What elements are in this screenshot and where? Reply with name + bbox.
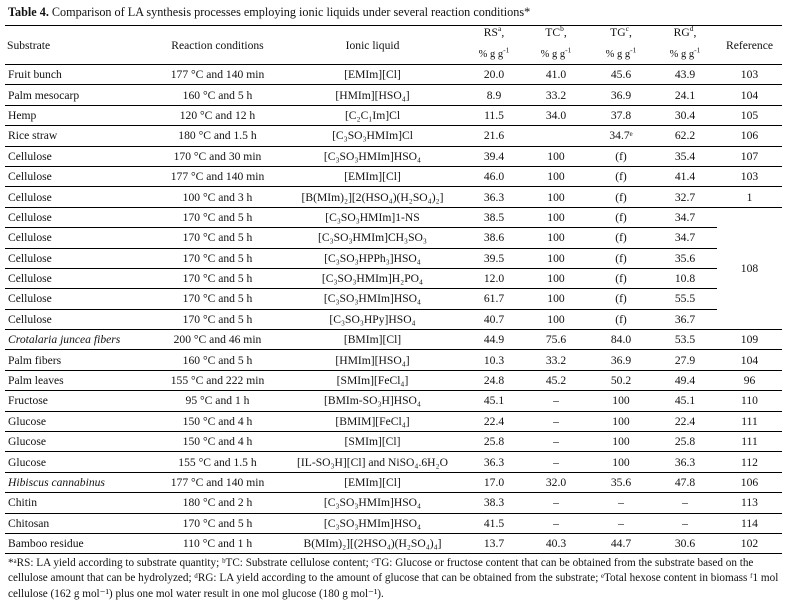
table-caption <box>8 5 780 20</box>
table-row <box>5 330 782 350</box>
cell-rs: 8.9 <box>465 85 523 105</box>
cell-tc: 100 <box>523 289 589 309</box>
cell-ionic-liquid: [C₃SO₃HMIm]H₂PO₄ <box>280 268 465 288</box>
cell-conditions: 150 °C and 4 h <box>155 411 280 431</box>
cell-tg: (f) <box>589 146 653 166</box>
cell-rg: 27.9 <box>653 350 717 370</box>
cell-rg: 35.4 <box>653 146 717 166</box>
cell-rg: – <box>653 493 717 513</box>
cell-reference: 111 <box>717 411 782 431</box>
cell-rg: 47.8 <box>653 472 717 492</box>
cell-ionic-liquid: [SMIm][Cl] <box>280 432 465 452</box>
cell-rs: 21.6 <box>465 126 523 146</box>
cell-ionic-liquid: [C₂C₁Im]Cl <box>280 105 465 125</box>
cell-substrate: Cellulose <box>5 248 155 268</box>
header-row <box>5 26 782 50</box>
cell-conditions: 170 °C and 5 h <box>155 513 280 533</box>
header-tc-unit: % g $g^{-1}$ <box>540 45 572 60</box>
cell-tc: 100 <box>523 268 589 288</box>
cell-rs: 17.0 <box>465 472 523 492</box>
table-footnote: *ᵃRS: LA yield according to substrate quantity; ᵇTC: Substrate cellulose content; ᶜTG: Glucose or fructose content that can be obtained from the substrate based on the cellulose amount that can be hydrolyzed; ᵈRG: LA yield according to the amount of glucose that can be obtained from the substrate; ᵉTotal hexose content in biomass ᶠ1 mol cellulose (162 g mol⁻¹) plus one mol water result in one mol glucose (180 g mol⁻¹). <box>8 557 779 600</box>
table-row <box>5 472 782 492</box>
cell-rs: 40.7 <box>465 309 523 329</box>
cell-reference: 1 <box>717 187 782 207</box>
header-tc: $TC^b$, <box>545 24 567 39</box>
cell-rs: 36.3 <box>465 452 523 472</box>
cell-rs: 13.7 <box>465 533 523 553</box>
cell-rg: 53.5 <box>653 330 717 350</box>
cell-tg: 45.6 <box>589 65 653 85</box>
cell-substrate: Glucose <box>5 432 155 452</box>
table-caption-text: Comparison of LA synthesis processes employing ionic liquids under several reaction conditions* <box>48 5 531 19</box>
cell-conditions: 170 °C and 5 h <box>155 309 280 329</box>
cell-tg: (f) <box>589 309 653 329</box>
table-row <box>5 432 782 452</box>
cell-substrate: Hibiscus cannabinus <box>5 472 155 492</box>
cell-ionic-liquid: [EMIm][Cl] <box>280 65 465 85</box>
cell-tg: 100 <box>589 411 653 431</box>
cell-reference: 113 <box>717 493 782 513</box>
cell-tg: 100 <box>589 452 653 472</box>
cell-tg: 100 <box>589 432 653 452</box>
cell-ionic-liquid: [C₃SO₃HMIm]Cl <box>280 126 465 146</box>
cell-ionic-liquid: [C₃SO₃HMIm]HSO₄ <box>280 289 465 309</box>
cell-reference: 112 <box>717 452 782 472</box>
cell-conditions: 180 °C and 1.5 h <box>155 126 280 146</box>
cell-substrate: Cellulose <box>5 309 155 329</box>
header-rg-unit: % g $g^{-1}$ <box>669 45 701 60</box>
cell-rg: 30.6 <box>653 533 717 553</box>
cell-reference: 107 <box>717 146 782 166</box>
cell-rs: 39.5 <box>465 248 523 268</box>
cell-ionic-liquid: [IL-SO₃H][Cl] and NiSO₄.6H₂O <box>280 452 465 472</box>
cell-tc: – <box>523 411 589 431</box>
cell-reference: 104 <box>717 350 782 370</box>
cell-reference: 106 <box>717 472 782 492</box>
cell-rs: 12.0 <box>465 268 523 288</box>
table-row <box>5 411 782 431</box>
cell-conditions: 200 °C and 46 min <box>155 330 280 350</box>
cell-tg: 34.7ᵉ <box>589 126 653 146</box>
header-substrate: Substrate <box>7 38 51 52</box>
cell-tg: 36.9 <box>589 85 653 105</box>
cell-substrate: Glucose <box>5 411 155 431</box>
table-row <box>5 105 782 125</box>
cell-conditions: 170 °C and 30 min <box>155 146 280 166</box>
cell-conditions: 160 °C and 5 h <box>155 85 280 105</box>
table-row <box>5 65 782 85</box>
cell-rs: 22.4 <box>465 411 523 431</box>
cell-rs: 46.0 <box>465 166 523 186</box>
cell-ionic-liquid: [C₃SO₃HPPh₃]HSO₄ <box>280 248 465 268</box>
cell-rg: 45.1 <box>653 391 717 411</box>
cell-conditions: 177 °C and 140 min <box>155 472 280 492</box>
cell-substrate: Fructose <box>5 391 155 411</box>
cell-substrate: Cellulose <box>5 166 155 186</box>
la-synthesis-table <box>5 25 782 554</box>
cell-tc: 41.0 <box>523 65 589 85</box>
cell-tg: – <box>589 513 653 533</box>
table-row <box>5 533 782 553</box>
cell-conditions: 177 °C and 140 min <box>155 65 280 85</box>
cell-substrate: Crotalaria juncea fibers <box>5 330 155 350</box>
cell-rg: 22.4 <box>653 411 717 431</box>
cell-reference: 109 <box>717 330 782 350</box>
cell-tg: 100 <box>589 391 653 411</box>
cell-tc: 75.6 <box>523 330 589 350</box>
cell-rg: 36.7 <box>653 309 717 329</box>
cell-reference: 106 <box>717 126 782 146</box>
cell-ionic-liquid: [EMIm][Cl] <box>280 472 465 492</box>
cell-substrate: Cellulose <box>5 228 155 248</box>
header-rs-unit: % g $g^{-1}$ <box>478 45 510 60</box>
table-body <box>5 65 782 554</box>
cell-tc: 100 <box>523 187 589 207</box>
header-reference: Reference <box>726 38 773 52</box>
cell-rs: 11.5 <box>465 105 523 125</box>
cell-conditions: 170 °C and 5 h <box>155 207 280 227</box>
cell-tg: (f) <box>589 248 653 268</box>
cell-rg: 55.5 <box>653 289 717 309</box>
cell-rs: 38.6 <box>465 228 523 248</box>
cell-tc: – <box>523 452 589 472</box>
cell-reference: 105 <box>717 105 782 125</box>
cell-conditions: 177 °C and 140 min <box>155 166 280 186</box>
cell-tc: 40.3 <box>523 533 589 553</box>
cell-conditions: 155 °C and 1.5 h <box>155 452 280 472</box>
cell-conditions: 155 °C and 222 min <box>155 370 280 390</box>
cell-substrate: Palm leaves <box>5 370 155 390</box>
table-row <box>5 391 782 411</box>
table-row <box>5 493 782 513</box>
table-row <box>5 370 782 390</box>
cell-substrate: Palm fibers <box>5 350 155 370</box>
cell-ionic-liquid: [HMIm][HSO₄] <box>280 350 465 370</box>
header-ionic-liquid: Ionic liquid <box>345 38 400 52</box>
cell-rs: 41.5 <box>465 513 523 533</box>
cell-tc: 100 <box>523 228 589 248</box>
cell-ionic-liquid: [B(MIm)₂][2(HSO₄)(H₂SO₄)₂] <box>280 187 465 207</box>
cell-rs: 25.8 <box>465 432 523 452</box>
cell-tg: 36.9 <box>589 350 653 370</box>
cell-tg: (f) <box>589 187 653 207</box>
cell-substrate: Hemp <box>5 105 155 125</box>
cell-tc: 34.0 <box>523 105 589 125</box>
cell-tc: 100 <box>523 248 589 268</box>
cell-rs: 61.7 <box>465 289 523 309</box>
cell-substrate: Cellulose <box>5 146 155 166</box>
cell-conditions: 170 °C and 5 h <box>155 289 280 309</box>
table-row <box>5 126 782 146</box>
cell-reference: 102 <box>717 533 782 553</box>
cell-substrate: Chitosan <box>5 513 155 533</box>
cell-conditions: 170 °C and 5 h <box>155 268 280 288</box>
cell-rg: 49.4 <box>653 370 717 390</box>
header-tg-unit: % g $g^{-1}$ <box>605 45 637 60</box>
cell-tg: 84.0 <box>589 330 653 350</box>
cell-tc: 100 <box>523 309 589 329</box>
cell-reference-merged: 108 <box>717 207 782 329</box>
cell-conditions: 160 °C and 5 h <box>155 350 280 370</box>
cell-substrate: Glucose <box>5 452 155 472</box>
cell-rg: 24.1 <box>653 85 717 105</box>
cell-substrate: Fruit bunch <box>5 65 155 85</box>
cell-substrate: Bamboo residue <box>5 533 155 553</box>
cell-rg: 36.3 <box>653 452 717 472</box>
cell-conditions: 120 °C and 12 h <box>155 105 280 125</box>
cell-rs: 24.8 <box>465 370 523 390</box>
cell-substrate: Cellulose <box>5 268 155 288</box>
cell-ionic-liquid: [C₃SO₃HMIm]HSO₄ <box>280 146 465 166</box>
cell-rg: 32.7 <box>653 187 717 207</box>
cell-tg: (f) <box>589 268 653 288</box>
cell-tg: 50.2 <box>589 370 653 390</box>
cell-rg: 43.9 <box>653 65 717 85</box>
cell-substrate: Chitin <box>5 493 155 513</box>
table-row <box>5 85 782 105</box>
table-row <box>5 207 782 227</box>
cell-rg: 34.7 <box>653 207 717 227</box>
table-caption-label: Table 4. <box>8 5 49 19</box>
cell-conditions: 180 °C and 2 h <box>155 493 280 513</box>
cell-tc: – <box>523 493 589 513</box>
cell-substrate: Cellulose <box>5 187 155 207</box>
cell-reference: 103 <box>717 65 782 85</box>
cell-conditions: 95 °C and 1 h <box>155 391 280 411</box>
header-rs: $RS^a$, <box>483 24 505 39</box>
cell-tg: 35.6 <box>589 472 653 492</box>
cell-ionic-liquid: [BMIM][FeCl₄] <box>280 411 465 431</box>
cell-tc: – <box>523 391 589 411</box>
table-row <box>5 289 782 309</box>
table-row <box>5 146 782 166</box>
cell-rs: 39.4 <box>465 146 523 166</box>
cell-ionic-liquid: [C₃SO₃HMIm]CH₃SO₃ <box>280 228 465 248</box>
header-conditions: Reaction conditions <box>171 38 264 52</box>
cell-substrate: Rice straw <box>5 126 155 146</box>
cell-ionic-liquid: [C₃SO₃HMIm]HSO₄ <box>280 493 465 513</box>
table-row <box>5 166 782 186</box>
cell-rs: 38.3 <box>465 493 523 513</box>
cell-ionic-liquid: [HMIm][HSO₄] <box>280 85 465 105</box>
cell-tg: (f) <box>589 289 653 309</box>
cell-rg: 34.7 <box>653 228 717 248</box>
cell-substrate: Cellulose <box>5 289 155 309</box>
cell-conditions: 170 °C and 5 h <box>155 248 280 268</box>
cell-tg: 44.7 <box>589 533 653 553</box>
cell-reference: 110 <box>717 391 782 411</box>
cell-ionic-liquid: [SMIm][FeCl₄] <box>280 370 465 390</box>
cell-conditions: 100 °C and 3 h <box>155 187 280 207</box>
table-row <box>5 350 782 370</box>
header-tg: $TG^c$, <box>610 24 632 39</box>
table-row <box>5 228 782 248</box>
cell-reference: 104 <box>717 85 782 105</box>
table-row <box>5 248 782 268</box>
cell-tg: 37.8 <box>589 105 653 125</box>
cell-tc: 32.0 <box>523 472 589 492</box>
cell-tg: (f) <box>589 207 653 227</box>
cell-rs: 45.1 <box>465 391 523 411</box>
cell-tg: – <box>589 493 653 513</box>
cell-ionic-liquid: [BMIm-SO₃H]HSO₄ <box>280 391 465 411</box>
cell-ionic-liquid: [EMIm][Cl] <box>280 166 465 186</box>
cell-tc: 100 <box>523 146 589 166</box>
cell-tc: – <box>523 513 589 533</box>
table-row <box>5 513 782 533</box>
cell-ionic-liquid: [C₃SO₃HPy]HSO₄ <box>280 309 465 329</box>
cell-ionic-liquid: B(MIm)₂][(2HSO₄)(H₂SO₄)₄] <box>280 533 465 553</box>
cell-rg: 30.4 <box>653 105 717 125</box>
header-rg: $RG^d$, <box>673 24 697 39</box>
cell-rg: – <box>653 513 717 533</box>
cell-rg: 35.6 <box>653 248 717 268</box>
cell-reference: 103 <box>717 166 782 186</box>
cell-substrate: Palm mesocarp <box>5 85 155 105</box>
table-row <box>5 452 782 472</box>
cell-tc: 33.2 <box>523 85 589 105</box>
cell-rg: 25.8 <box>653 432 717 452</box>
cell-reference: 96 <box>717 370 782 390</box>
table-row <box>5 268 782 288</box>
cell-rs: 38.5 <box>465 207 523 227</box>
cell-rs: 20.0 <box>465 65 523 85</box>
cell-rg: 62.2 <box>653 126 717 146</box>
cell-ionic-liquid: [C₃SO₃HMIm]HSO₄ <box>280 513 465 533</box>
cell-tg: (f) <box>589 228 653 248</box>
cell-conditions: 170 °C and 5 h <box>155 228 280 248</box>
cell-tc: 100 <box>523 207 589 227</box>
cell-rs: 44.9 <box>465 330 523 350</box>
cell-rg: 41.4 <box>653 166 717 186</box>
cell-reference: 114 <box>717 513 782 533</box>
cell-tg: (f) <box>589 166 653 186</box>
cell-substrate: Cellulose <box>5 207 155 227</box>
table-row <box>5 309 782 329</box>
cell-tc: 45.2 <box>523 370 589 390</box>
cell-conditions: 110 °C and 1 h <box>155 533 280 553</box>
cell-reference: 111 <box>717 432 782 452</box>
table-row <box>5 187 782 207</box>
cell-tc: 33.2 <box>523 350 589 370</box>
cell-ionic-liquid: [BMIm][Cl] <box>280 330 465 350</box>
cell-conditions: 150 °C and 4 h <box>155 432 280 452</box>
cell-rs: 10.3 <box>465 350 523 370</box>
cell-tc: 100 <box>523 166 589 186</box>
cell-tc <box>523 126 589 146</box>
cell-rs: 36.3 <box>465 187 523 207</box>
cell-tc: – <box>523 432 589 452</box>
cell-rg: 10.8 <box>653 268 717 288</box>
cell-ionic-liquid: [C₃SO₃HMIm]1-NS <box>280 207 465 227</box>
